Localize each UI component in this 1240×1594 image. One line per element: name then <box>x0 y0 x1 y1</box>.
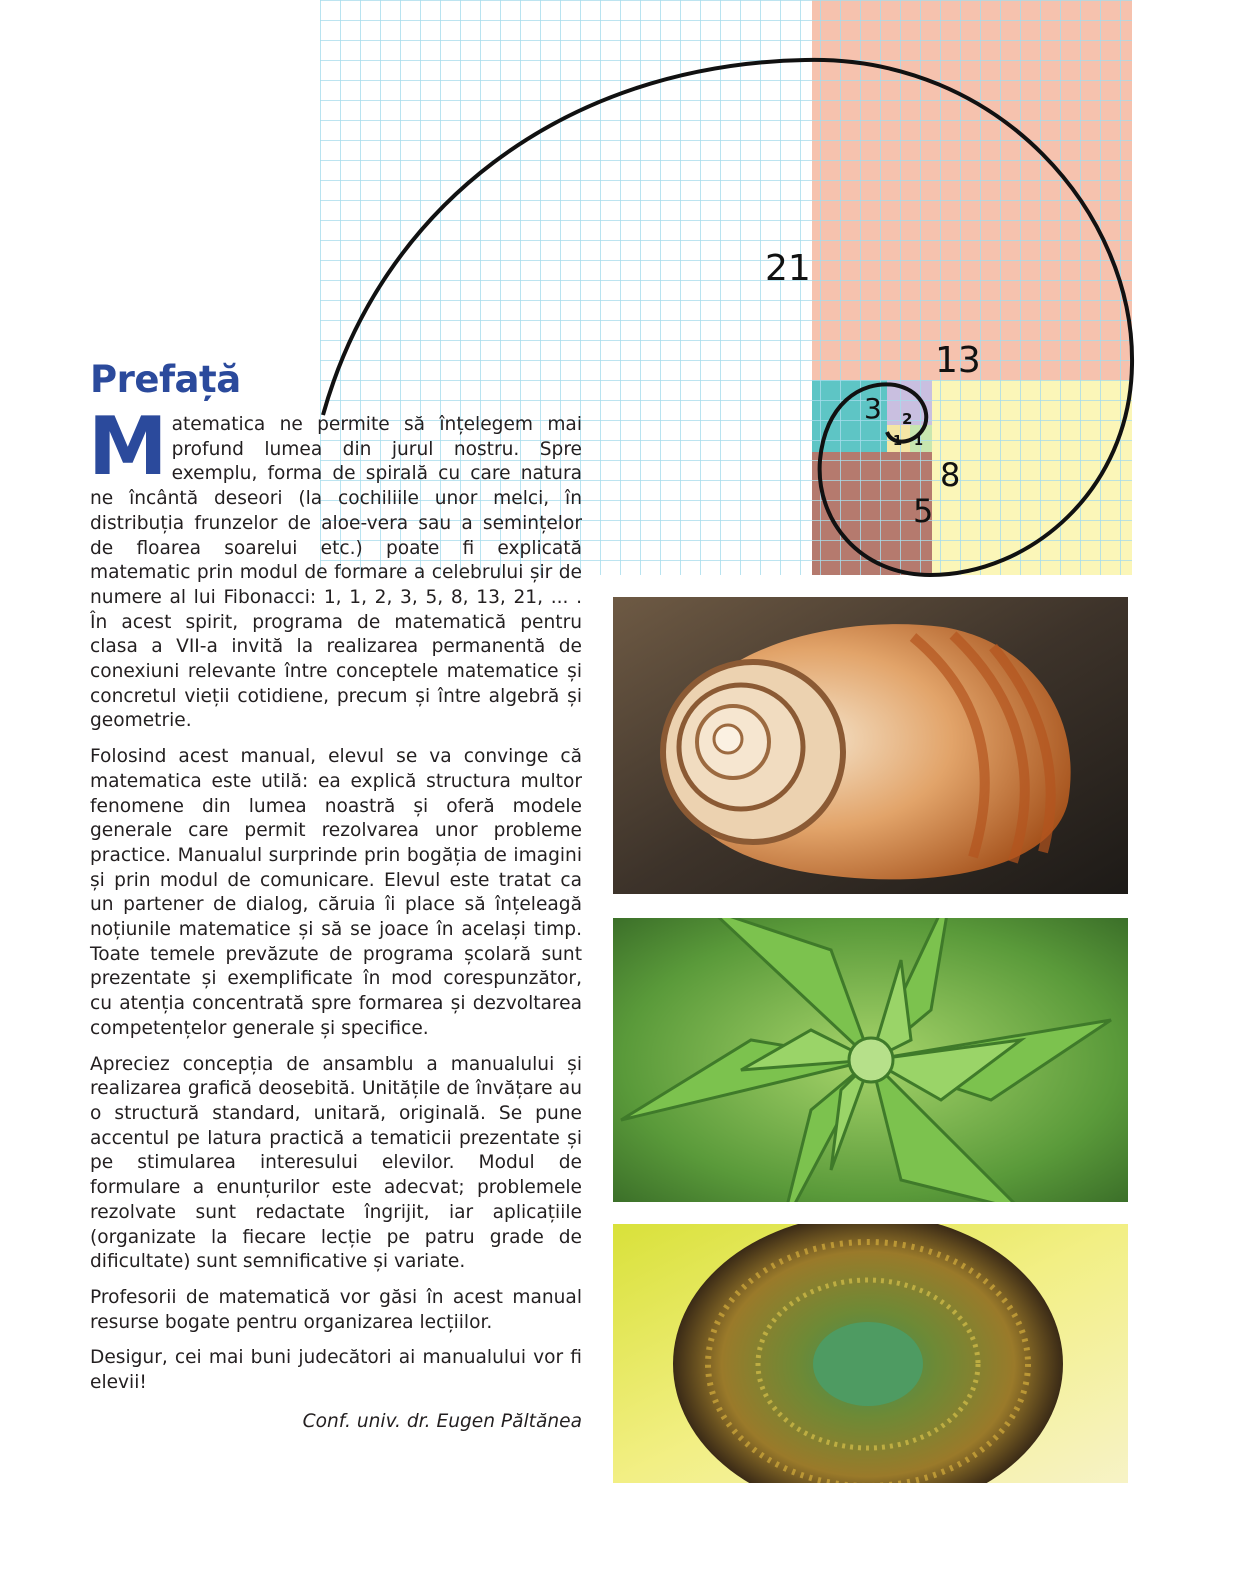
label-5: 5 <box>913 492 934 530</box>
label-8: 8 <box>940 456 961 494</box>
drop-cap: M <box>88 400 168 493</box>
sunflower-center <box>813 1322 923 1406</box>
paragraph-teachers: Profesorii de matematică vor găsi în acest manual resurse bogate pentru organizarea lecțiilor. <box>90 1286 582 1333</box>
paragraph-intro-text: atematica ne permite să înțelegem mai profund lumea din jurul nostru. Spre exemplu, forma de spirală cu care natura ne încântă deseori (la cochiliile unor melci, în distribuția frunzelor de aloe-vera sau a semințelor de floarea soarelui etc.) poate fi explicată matematic prin modul de formare a celebrului șir de numere al lui Fibonacci: 1, 1, 2, 3, 5, 8, 13, 21, ... . În acest spirit, programa de matematică pentru clasa a VII-a invită la realizarea permanentă de conexiuni relevante între conceptele matematice și concretul vieții cotidiene, precum și între algebră și geometrie. <box>90 414 582 732</box>
label-1-right: 1 <box>914 434 924 449</box>
label-13: 13 <box>935 340 981 381</box>
paragraph-appreciation: Apreciez concepția de ansamblu a manualului și realizarea grafică deosebită. Unitățile de învățare au o structură standard, unitară, originală. Se pune accentul pe latura practică a tematicii prezentate și pe stimularea interesului elevilor. Modul de formulare a enunțurilor este adecvat; problemele rezolvate sunt redactate îngrijit, iar aplicațiile (organizate la fiecare lecție pe patru grade de dificultate) sunt semnificative și variate. <box>90 1053 582 1273</box>
page-title: Prefață <box>90 358 241 401</box>
label-3: 3 <box>864 392 882 425</box>
shell-photo <box>613 597 1128 894</box>
sunflower-photo <box>613 1224 1128 1483</box>
label-2: 2 <box>902 410 913 428</box>
label-21: 21 <box>765 248 811 289</box>
label-1-left: 1 <box>893 434 903 449</box>
paragraph-students: Desigur, cei mai buni judecători ai manualului vor fi elevii! <box>90 1347 582 1394</box>
preface-body <box>88 400 582 1445</box>
author-signature: Conf. univ. dr. Eugen Păltănea <box>302 1410 582 1432</box>
shell-apex <box>714 725 742 753</box>
paragraph-manual: Folosind acest manual, elevul se va convinge că matematica este utilă: ea explică structura multor fenomene din lumea noastră și oferă modele generale care permit rezolvarea unor probleme practice. Manualul surprinde prin bogăția de imagini și prin modul de comunicare. Elevul este tratat ca un partener de dialog, căruia îi place să înțeleagă noțiunile matematice și să se joace în același timp. Toate temele prevăzute de programa școlară sunt prezentate și exemplificate în mod corespunzător, cu atenția concentrată spre formarea și dezvoltarea competențelor generale și specifice. <box>90 746 582 1039</box>
aloe-photo <box>613 918 1128 1202</box>
paragraph-intro <box>88 400 582 734</box>
